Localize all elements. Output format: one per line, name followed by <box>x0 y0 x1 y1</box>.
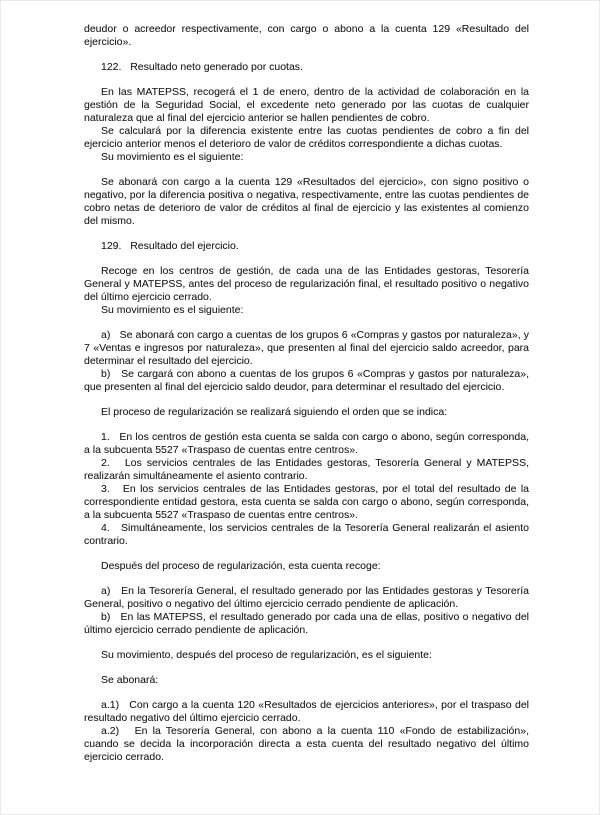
paragraph-body: En las MATEPSS, recogerá el 1 de enero, dentro de la actividad de colaboración en la gestión de la Seguridad Social, el excedente neto generado por las cuotas de cualquier naturaleza que al final del ejercicio anterior se hallen pendientes de cobro. <box>84 86 529 124</box>
paragraph-list-item: a) Se abonará con cargo a cuentas de los grupos 6 «Compras y gastos por naturaleza», y 7 «Ventas e ingresos por naturaleza», que presenten al final del ejercicio saldo acreedor, para determinar el resultado del ejercicio. <box>84 329 529 367</box>
paragraph-body: Recoge en los centros de gestión, de cada una de las Entidades gestoras, Tesorería General y MATEPSS, antes del proceso de regularización final, el resultado positivo o negativo del último ejercicio cerrado. <box>84 265 529 303</box>
paragraph-body: Se abonará: <box>101 674 159 686</box>
paragraph-list-item: a.1) Con cargo a la cuenta 120 «Resultados de ejercicios anteriores», por el traspaso del resultado negativo del último ejercicio cerrado. <box>84 699 529 724</box>
paragraph-body: Después del proceso de regularización, esta cuenta recoge: <box>101 560 381 572</box>
paragraph-list-item: b) Se cargará con abono a cuentas de los grupos 6 «Compras y gastos por naturaleza», que presenten al final del ejercicio saldo deudor, para determinar el resultado del ejercicio. <box>84 368 529 393</box>
paragraph-body: Su movimiento es el siguiente: <box>101 151 244 163</box>
paragraph-list-item: a) En la Tesorería General, el resultado generado por las Entidades gestoras y Tesorería General, positivo o negativo del último ejercicio cerrado pendiente de aplicación. <box>84 585 529 610</box>
paragraph-body: Su movimiento, después del proceso de regularización, es el siguiente: <box>101 649 432 661</box>
document-body <box>84 23 529 764</box>
paragraph-body: Se abonará con cargo a la cuenta 129 «Resultados del ejercicio», con signo positivo o negativo, por la diferencia positiva o negativa, respectivamente, entre las cuotas pendientes de cobro netas de deterioro de valor de créditos al final de ejercicio y las existentes al comienzo del mismo. <box>84 176 529 227</box>
paragraph-body: Se calculará por la diferencia existente entre las cuotas pendientes de cobro a fin del ejercicio anterior menos el deterioro de valor de créditos correspondiente a dichas cuotas. <box>84 125 529 150</box>
paragraph-list-item: 4. Simultáneamente, los servicios centrales de la Tesorería General realizarán el asiento contrario. <box>84 522 529 547</box>
paragraph-body: El proceso de regularización se realizará siguiendo el orden que se indica: <box>101 406 448 418</box>
paragraph-list-item: 1. En los centros de gestión esta cuenta se salda con cargo o abono, según corresponda, a la subcuenta 5527 «Traspaso de cuentas entre centros». <box>84 431 529 456</box>
paragraph-list-item: 3. En los servicios centrales de las Entidades gestoras, por el total del resultado de la correspondiente entidad gestora, esta cuenta se salda con cargo o abono, según corresponda, a la subcuenta 5527 «Traspaso de cuentas entre centros». <box>84 483 529 521</box>
paragraph-list-item: a.2) En la Tesorería General, con abono a la cuenta 110 «Fondo de estabilización», cuando se decida la incorporación directa a esta cuenta del resultado negativo del último ejercicio cerrado. <box>84 725 529 763</box>
paragraph-list-item: 2. Los servicios centrales de las Entidades gestoras, Tesorería General y MATEPSS, realizarán simultáneamente el asiento contrario. <box>84 457 529 482</box>
paragraph-heading: 122. Resultado neto generado por cuotas. <box>101 61 303 73</box>
paragraph-heading: 129. Resultado del ejercicio. <box>101 240 239 252</box>
paragraph-list-item: b) En las MATEPSS, el resultado generado por cada una de ellas, positivo o negativo del último ejercicio cerrado pendiente de aplicación. <box>84 611 529 636</box>
paragraph-body: Su movimiento es el siguiente: <box>101 304 244 316</box>
paragraph-continuation: deudor o acreedor respectivamente, con cargo o abono a la cuenta 129 «Resultado del ejercicio». <box>84 23 529 48</box>
